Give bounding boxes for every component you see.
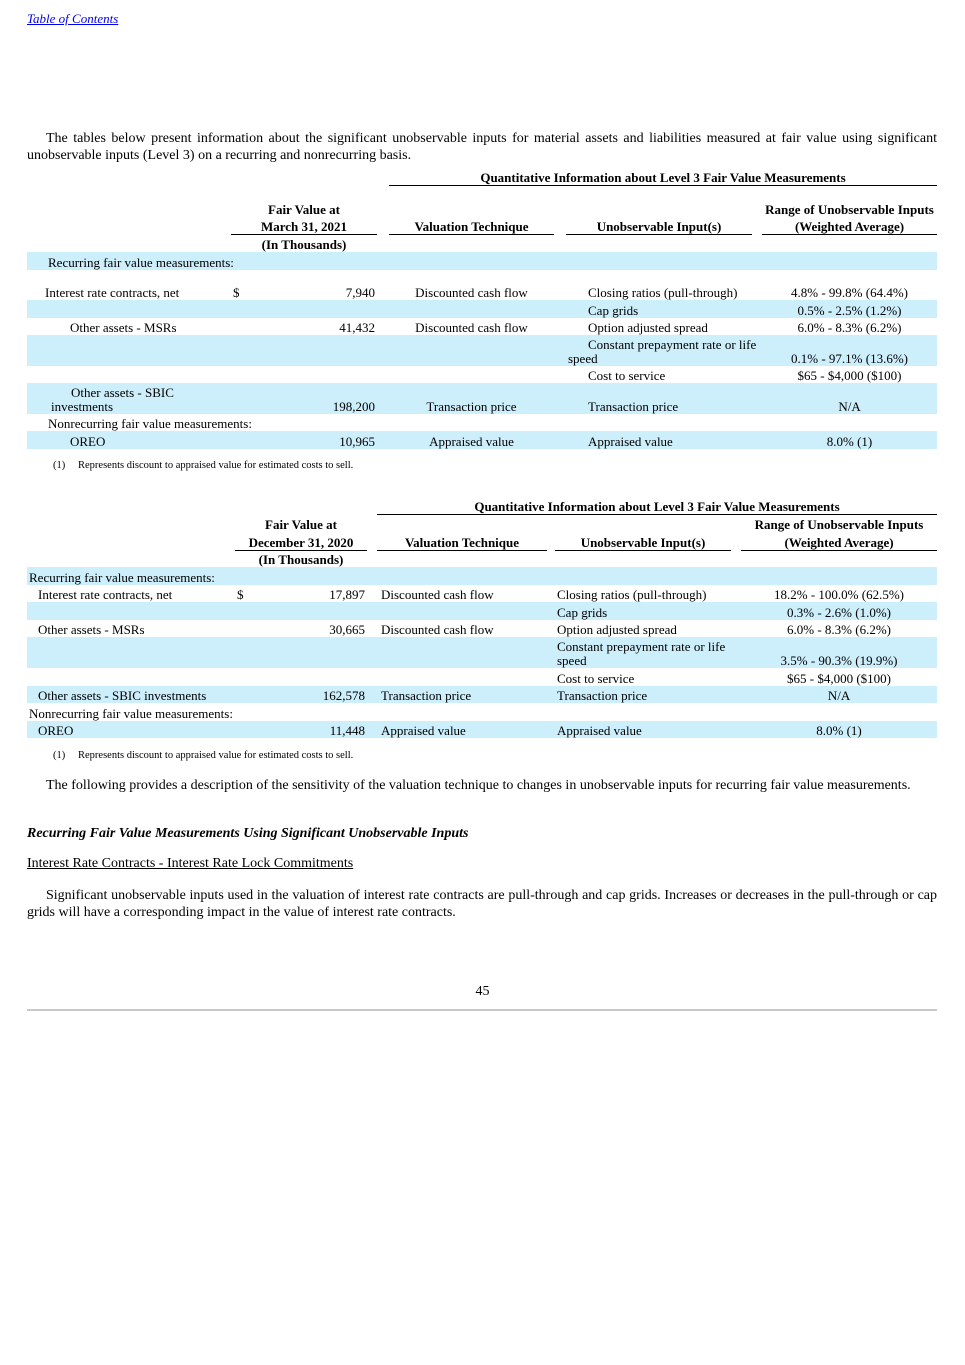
- table1-irc-label: Interest rate contracts, net: [45, 285, 180, 300]
- table2-irc-input2: Cap grids: [555, 602, 731, 620]
- sensitivity-text: The following provides a description of the sensitivity of the valuation technique to changes in unobservable inputs for recurring fair value measurements.: [46, 778, 911, 793]
- page-bottom-rule: [27, 1009, 937, 1011]
- table1-irc-value: 7,940: [345, 285, 375, 300]
- table1-section-recurring: Recurring fair value measurements:: [27, 252, 937, 270]
- table1-sbic-range: N/A: [762, 383, 937, 414]
- footnote-2: [53, 750, 353, 761]
- table2-units: (In Thousands): [258, 552, 344, 567]
- level3-table-march-2021: [27, 167, 937, 449]
- table1-msr-range3: $65 - $4,000 ($100): [797, 368, 902, 383]
- table1-oreo-input: Appraised value: [566, 431, 762, 449]
- table1-irc-range1: 4.8% - 99.8% (64.4%): [791, 285, 908, 300]
- table2-irc-technique: Discounted cash flow: [381, 587, 494, 602]
- table2-section-recurring: Recurring fair value measurements:: [27, 567, 937, 585]
- table2-irc-dollar: $: [237, 587, 244, 602]
- table1-sbic-technique: Transaction price: [389, 383, 554, 414]
- table2-msr-input1: Option adjusted spread: [557, 622, 677, 637]
- table2-oreo-range: 8.0% (1): [741, 721, 937, 738]
- table1-oreo-value: 10,965: [251, 431, 377, 449]
- table1-sbic-label: Other assets - SBIC investments: [27, 383, 231, 414]
- table2-msr-label: Other assets - MSRs: [38, 622, 145, 637]
- table2-irc-range2: 0.3% - 2.6% (1.0%): [741, 602, 937, 620]
- irc-heading: Interest Rate Contracts - Interest Rate Lock Commitments: [27, 856, 354, 871]
- footnote-2-text: Represents discount to appraised value for estimated costs to sell.: [78, 750, 354, 761]
- table2-msr-range2: 3.5% - 90.3% (19.9%): [741, 637, 937, 668]
- table1-msr-technique: Discounted cash flow: [415, 320, 528, 335]
- table2-input-header: Unobservable Input(s): [555, 532, 731, 550]
- table2-msr-input2: Constant prepayment rate or life speed: [555, 637, 731, 668]
- table1-technique-header: Valuation Technique: [389, 217, 554, 234]
- table2-irc-range1: 18.2% - 100.0% (62.5%): [774, 587, 904, 602]
- table2-irc-label: Interest rate contracts, net: [38, 587, 173, 602]
- table1-oreo-technique: Appraised value: [389, 431, 554, 449]
- table1-msr-label: Other assets - MSRs: [70, 320, 177, 335]
- table1-msr-input2: Constant prepayment rate or life speed: [566, 335, 762, 366]
- table1-msr-input1: Option adjusted spread: [588, 320, 708, 335]
- table1-range-header-l1: Range of Unobservable Inputs: [765, 202, 934, 217]
- table1-irc-technique: Discounted cash flow: [415, 285, 528, 300]
- table1-msr-input3: Cost to service: [588, 368, 666, 383]
- irc-paragraph-text: Significant unobservable inputs used in the valuation of interest rate contracts are pull-through and cap grids. Increases or decreases in the pull-through or cap grids will have a corresponding impact in the value of interest rate contracts.: [27, 888, 937, 920]
- table1-group-header: Quantitative Information about Level 3 Fair Value Measurements: [389, 167, 937, 185]
- table1-irc-input2: Cap grids: [566, 300, 762, 318]
- table2-oreo-value: 11,448: [255, 721, 367, 738]
- sensitivity-paragraph: [27, 777, 937, 794]
- table1-oreo-range: 8.0% (1): [762, 431, 937, 449]
- table2-range-header-l1: Range of Unobservable Inputs: [754, 517, 924, 532]
- footnote-1-number: (1): [53, 460, 66, 471]
- recurring-heading: Recurring Fair Value Measurements Using Significant Unobservable Inputs: [27, 826, 469, 841]
- table1-msr-range1: 6.0% - 8.3% (6.2%): [797, 320, 902, 335]
- table2-msr-input3: Cost to service: [557, 671, 635, 686]
- intro-paragraph: [27, 130, 937, 164]
- table1-range-header-l2: (Weighted Average): [762, 217, 937, 234]
- table2-msr-range1: 6.0% - 8.3% (6.2%): [787, 622, 891, 637]
- table2-group-header: Quantitative Information about Level 3 Fair Value Measurements: [377, 497, 937, 514]
- irc-paragraph: [27, 887, 937, 921]
- table1-msr-value: 41,432: [339, 320, 375, 335]
- table1-irc-input1: Closing ratios (pull-through): [588, 285, 738, 300]
- table1-input-header: Unobservable Input(s): [566, 217, 752, 234]
- table1-oreo-label: OREO: [27, 431, 231, 449]
- table-of-contents-link[interactable]: Table of Contents: [27, 11, 119, 26]
- footnote-1-text: Represents discount to appraised value for estimated costs to sell.: [78, 460, 354, 471]
- table1-irc-dollar: $: [233, 285, 240, 300]
- table2-range-header-l2: (Weighted Average): [741, 532, 937, 550]
- table2-sbic-label: Other assets - SBIC investments: [27, 686, 235, 703]
- table2-msr-value: 30,665: [329, 622, 365, 637]
- table2-fv-header-l2: December 31, 2020: [235, 532, 367, 550]
- table1-irc-range2: 0.5% - 2.5% (1.2%): [762, 300, 937, 318]
- table2-sbic-range: N/A: [741, 686, 937, 703]
- table2-oreo-label: OREO: [27, 721, 235, 738]
- table2-oreo-input: Appraised value: [555, 721, 731, 738]
- table2-msr-technique: Discounted cash flow: [381, 622, 494, 637]
- table1-msr-range2: 0.1% - 97.1% (13.6%): [762, 335, 937, 366]
- table1-sbic-value: 198,200: [251, 383, 377, 414]
- intro-text: The tables below present information about the significant unobservable inputs for material assets and liabilities measured at fair value using significant unobservable inputs (Level 3) on a recurring and nonrecurring basis.: [27, 131, 937, 163]
- table2-irc-value: 17,897: [329, 587, 365, 602]
- table1-units: (In Thousands): [261, 237, 347, 252]
- level3-table-december-2020: [27, 497, 937, 738]
- table1-section-nonrecurring: Nonrecurring fair value measurements:: [48, 416, 252, 431]
- footnote-1: [53, 460, 353, 471]
- table1-fv-header-l1: Fair Value at: [268, 202, 340, 217]
- table2-sbic-value: 162,578: [255, 686, 367, 703]
- table2-msr-range3: $65 - $4,000 ($100): [787, 671, 892, 686]
- table1-sbic-input: Transaction price: [566, 383, 762, 414]
- footnote-2-number: (1): [53, 750, 66, 761]
- table2-section-nonrecurring: Nonrecurring fair value measurements:: [29, 706, 233, 721]
- table2-fv-header-l1: Fair Value at: [265, 517, 337, 532]
- table2-sbic-technique: Transaction price: [377, 686, 547, 703]
- table2-irc-input1: Closing ratios (pull-through): [557, 587, 707, 602]
- table2-oreo-technique: Appraised value: [377, 721, 547, 738]
- page-number: 45: [475, 984, 490, 999]
- table1-fv-header-l2: March 31, 2021: [231, 217, 377, 234]
- table2-technique-header: Valuation Technique: [377, 532, 547, 550]
- table2-sbic-input: Transaction price: [555, 686, 731, 703]
